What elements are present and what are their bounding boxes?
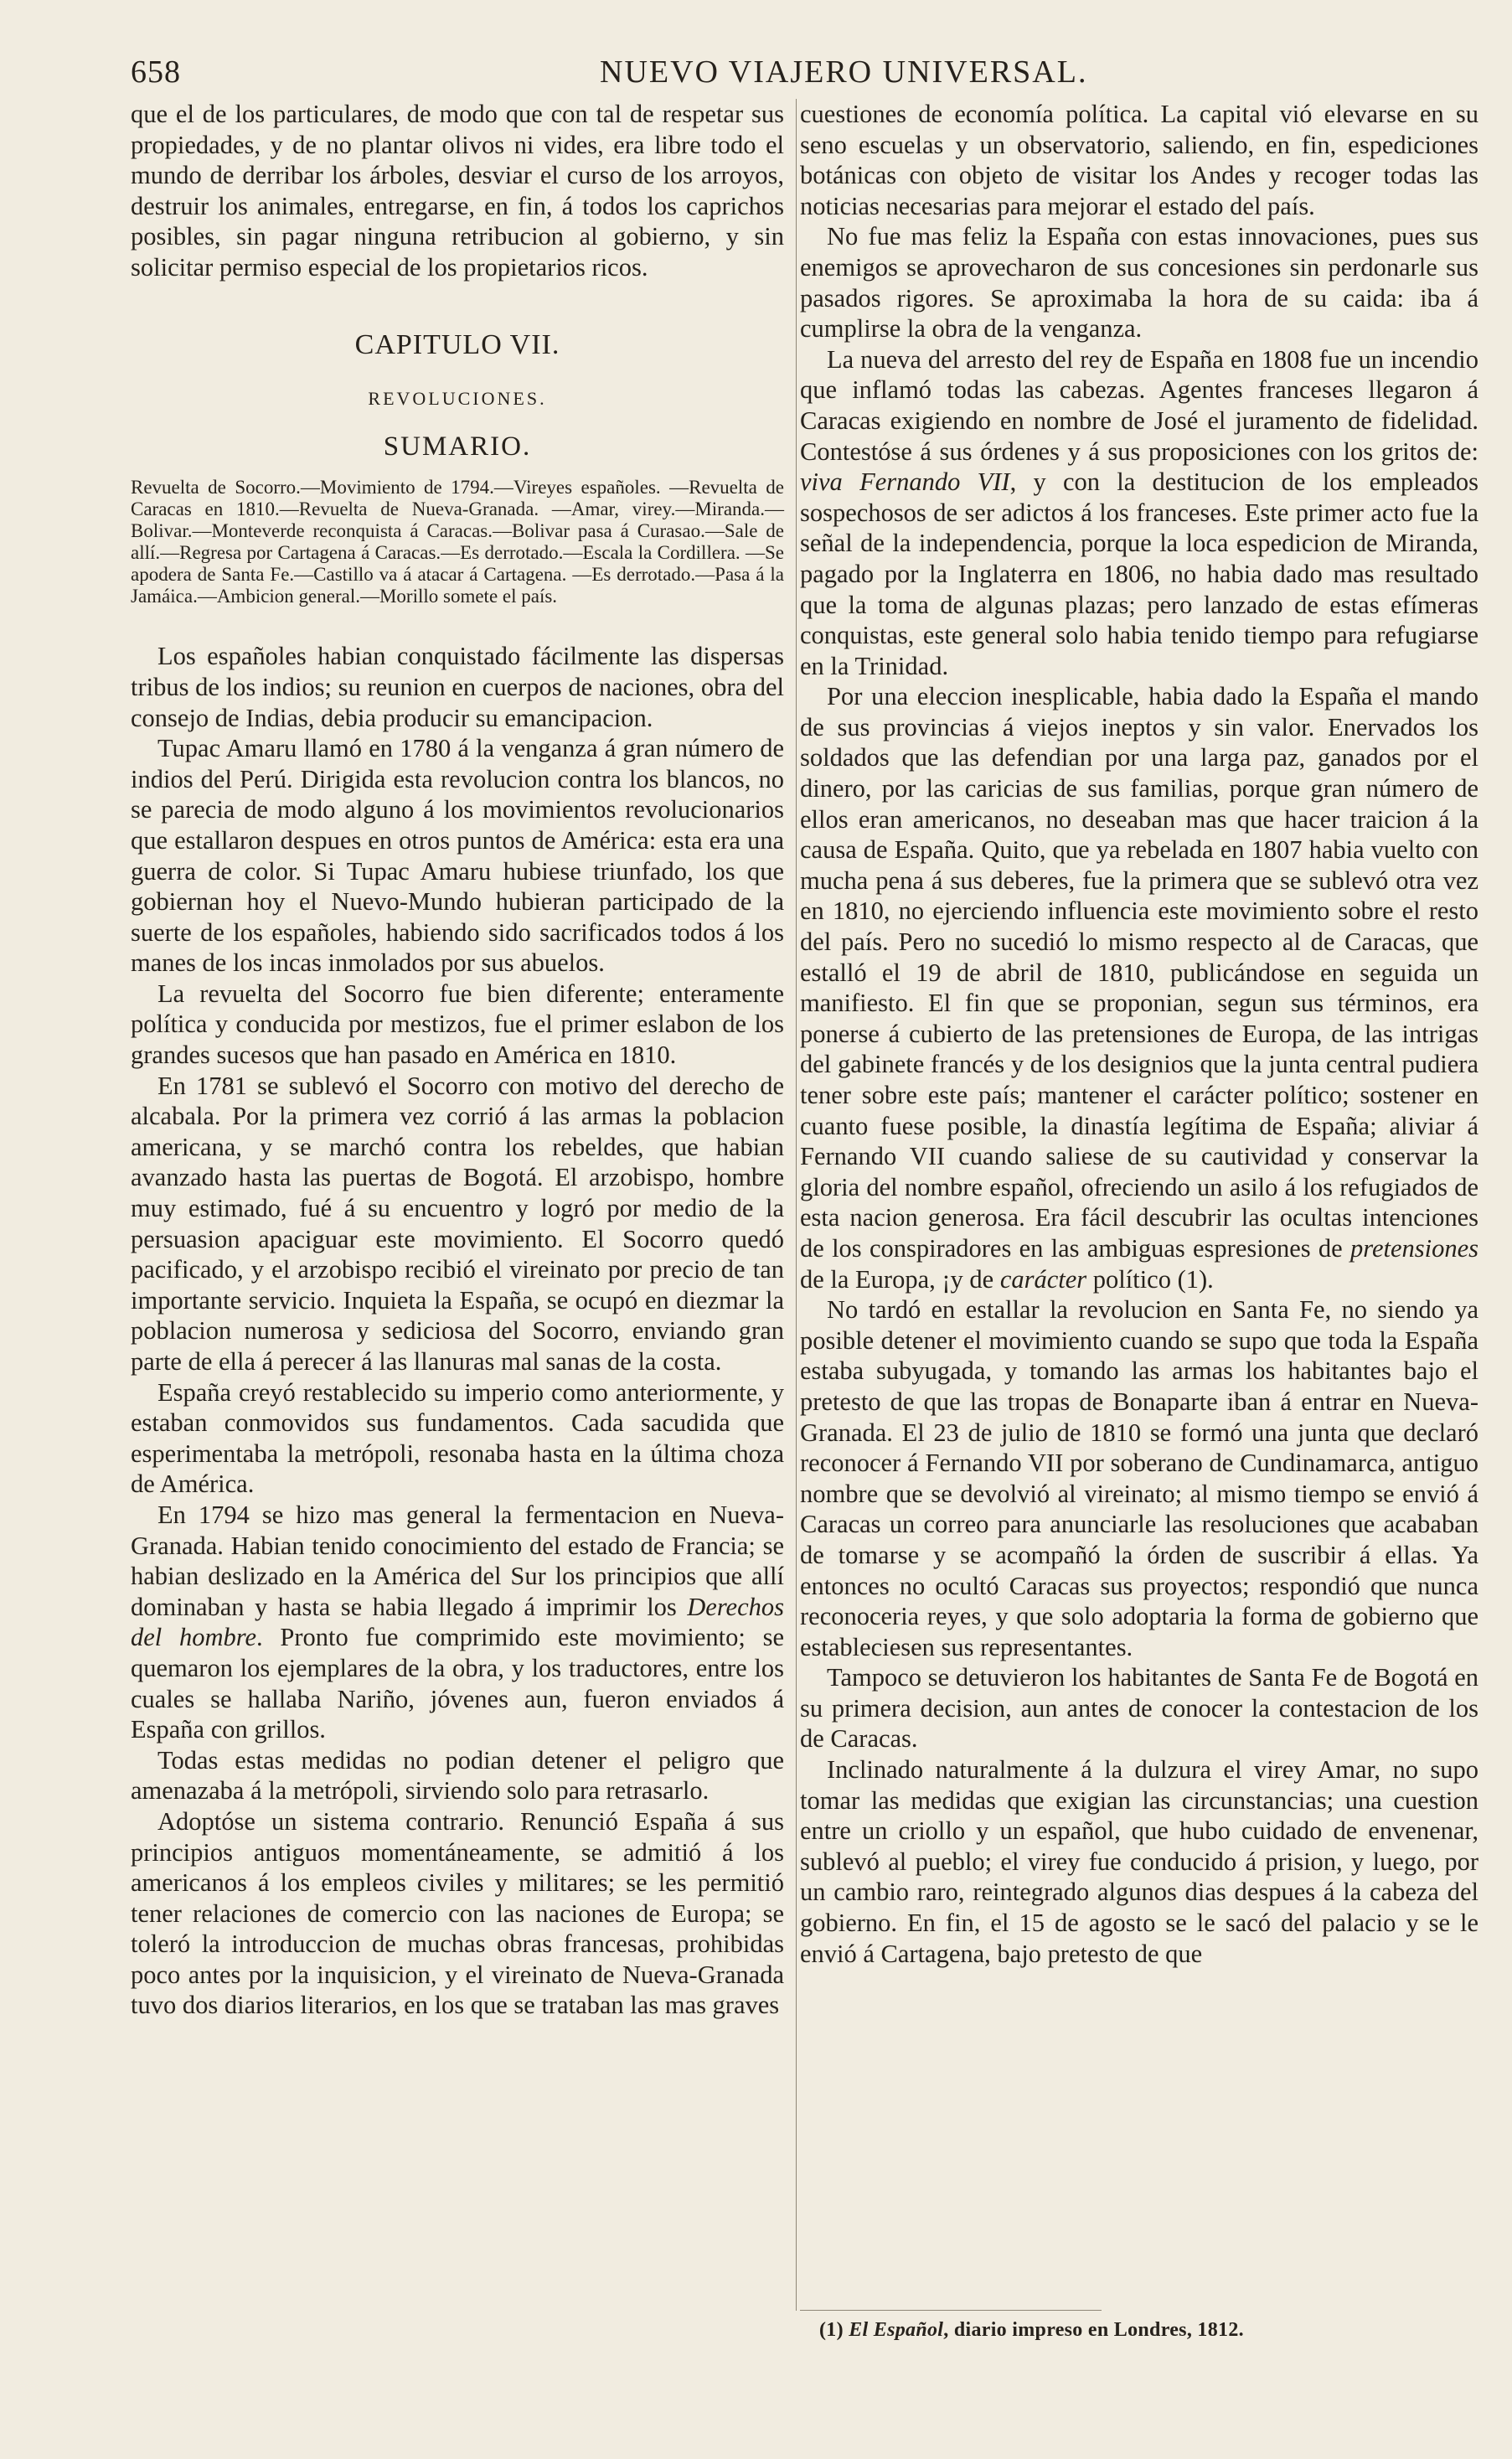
italic-phrase: pretensiones (1349, 1233, 1478, 1263)
text-run: , y con la destitucion de los empleados sospechosos de ser adictos á los franceses. Este primer acto fue la señal de la independencia, porque la loca espedicion de Miranda, pagado por la Inglaterra en 1806, no habia dado mas resultado que la toma de algunas plazas; pero lanzado de estas efímeras conquistas, este general solo habia tenido tiempo para refugiarse en la Trinidad. (800, 468, 1478, 680)
text-run: de la Europa, ¡y de (800, 1264, 1000, 1294)
footnote-marker: (1) (819, 2319, 844, 2341)
paragraph: No fue mas feliz la España con estas innovaciones, pues sus enemigos se aprovecharon de sus concesiones sin perdonarle sus pasados rigores. Se aproximaba la hora de su caida: iba á cumplirse la obra de la venganza. (800, 222, 1478, 344)
paragraph: España creyó restablecido su imperio como anteriormente, y estaban conmovidos sus fundamentos. Cada sacudida que esperimentaba la metrópoli, resonaba hasta en la última choza de América. (131, 1377, 784, 1499)
left-column (131, 99, 784, 2021)
chapter-subtitle: REVOLUCIONES. (368, 388, 547, 410)
paragraph: Tampoco se detuvieron los habitantes de Santa Fe de Bogotá en su primera decision, aun antes de conocer la contestacion de los de Caracas. (800, 1663, 1478, 1754)
paragraph: cuestiones de economía política. La capital vió elevarse en su seno escuelas y un observatorio, saliendo, en fin, espediciones botánicas con objeto de visitar los Andes y recoger todas las noticias necesarias para mejorar el estado del país. (800, 100, 1478, 220)
text-run: . Pronto fue comprimido este movimiento; se quemaron los ejemplares de la obra, y los traductores, entre los cuales se hallaba Nariño, jóvenes aun, fueron enviados á España con grillos. (131, 1623, 784, 1744)
paragraph: No tardó en estallar la revolucion en Santa Fe, no siendo ya posible detener el movimiento cuando se supo que toda la España estaba subyugada, y tomando las armas los habitantes bajo el pretesto de que las tropas de Bonaparte iban á entrar en Nueva-Granada. El 23 de julio de 1810 se formó una junta que declaró reconocer á Fernando VII por soberano de Cundinamarca, antiguo nombre que se devolvió al vireinato; al mismo tiempo se envió á Caracas un correo para anunciarle las resoluciones que acababan de tomarse y se acompañó la órden de suscribir á ellas. Ya entonces no ocultó Caracas sus proyectos; respondió que nunca reconoceria reyes, y que solo adoptaria la forma de gobierno que estableciesen sus representantes. (800, 1295, 1478, 1661)
running-title: NUEVO VIAJERO UNIVERSAL. (600, 54, 1088, 90)
paragraph (131, 1500, 784, 1745)
footnote (819, 2319, 1473, 2342)
paragraph: que el de los particulares, de modo que con tal de respetar sus propiedades, y de no plantar olivos ni vides, era libre todo el mundo de derribar los árboles, desviar el curso de los arroyos, destruir los animales, entregarse, en fin, á todos los caprichos posibles, sin pagar ninguna retribucion al gobierno, y sin solicitar permiso especial de los propietarios ricos. (131, 100, 784, 282)
paragraph: En 1781 se sublevó el Socorro con motivo del derecho de alcabala. Por la primera vez corrió á las armas la poblacion americana, y se marchó contra los rebeldes, que habian avanzado hasta las puertas de Bogotá. El arzobispo, hombre muy estimado, fué á su encuentro y logró por medio de la persuasion apaciguar este movimiento. El Socorro quedó pacificado, y el arzobispo recibió el vireinato por precio de tan importante servicio. Inquieta la España, se ocupó en diezmar la poblacion numerosa y sediciosa del Socorro, enviando gran parte de ella á perecer á las llanuras mal sanas de la costa. (131, 1071, 784, 1376)
paragraph: Tupac Amaru llamó en 1780 á la venganza á gran número de indios del Perú. Dirigida esta revolucion contra los blancos, no se parecia de modo alguno á los movimientos revolucionarios que estallaron despues en otros puntos de América: esta era una guerra de color. Si Tupac Amaru hubiese triunfado, los que gobiernan hoy el Nuevo-Mundo hubieran participado de la suerte de los españoles, habiendo sido sacrificados todos á los manes de los incas inmolados por sus abuelos. (131, 734, 784, 978)
page-number: 658 (131, 54, 181, 90)
text-run: La nueva del arresto del rey de España en 1808 fue un incendio que inflamó todas las cabezas. Agentes franceses llegaron á Caracas exigiendo en nombre de José el juramento de fidelidad. Contestóse á sus órdenes y á sus proposiciones con los gritos de: (800, 344, 1478, 466)
text-run: En 1794 se hizo mas general la fermentacion en Nueva-Granada. Habian tenido conocimiento del estado de Francia; se habian deslizado en la América del Sur los principios que allí dominaban y hasta se habia llegado á imprimir los (131, 1500, 784, 1621)
text-run: Por una eleccion inesplicable, habia dado la España el mando de sus provincias á viejos ineptos y sin valor. Enervados los soldados que las defendian por una larga paz, ganados por el dinero, por las caricias de sus familias, porque gran número de ellos eran americanos, no deseaban mas que hacer traicion á la causa de España. Quito, que ya rebelada en 1807 habia vuelto con mucha pena á sus deberes, fue la primera que se sublevó otra vez en 1810, no ejerciendo influencia este movimiento sobre el resto del país. Pero no sucedió lo mismo respecto al de Caracas, que estalló el 19 de abril de 1810, publicándose en seguida un manifiesto. El fin que se proponian, segun sus términos, era ponerse á cubierto de las pretensiones de Europa, de las intrigas del gabinete francés y de los designios que la junta central pudiera tener sobre este país; mantener el carácter político; sostener en cuanto fuese posible, la dinastía legítima de España; aliviar á Fernando VII cuando saliese de su cautividad y conservar la gloria del nombre español, ofreciendo un asilo á los refugiados de esta nacion generosa. Era fácil descubrir las ocultas intenciones de los conspiradores en las ambiguas espresiones de (800, 682, 1478, 1263)
summary-title: SUMARIO. (383, 431, 532, 462)
paragraph (800, 344, 1478, 682)
paragraph: Todas estas medidas no podian detener el peligro que amenazaba á la metrópoli, sirviendo solo para retrasarlo. (131, 1745, 784, 1806)
italic-phrase: carácter (999, 1264, 1087, 1294)
chapter-title: CAPITULO VII. (354, 328, 560, 360)
italic-phrase: viva Fernando VII (800, 468, 1010, 497)
footnote-rule (800, 2310, 1102, 2311)
paragraph (800, 681, 1478, 1294)
right-column (800, 99, 1478, 1969)
paragraph: Adoptóse un sistema contrario. Renunció España á sus principios antiguos momentáneamente, se admitió á los americanos á los empleos civiles y militares; se les permitió tener relaciones de comercio con las naciones de Europa; se toleró la introduccion de muchas obras francesas, prohibidas poco antes por la inquisicion, y el vireinato de Nueva-Granada tuvo dos diarios literarios, en los que se trataban las mas graves (131, 1806, 784, 2020)
footnote-source: El Español (849, 2319, 944, 2341)
footnote-text: , diario impreso en Londres, 1812. (943, 2319, 1244, 2341)
summary-text: Revuelta de Socorro.—Movimiento de 1794.—Vireyes españoles. —Revuelta de Caracas en 1810.—Revuelta de Nueva-Granada. —Amar, virey.—Miranda.—Bolivar.—Monteverde reconquista á Caracas.—Bolivar pasa á Curasao.—Sale de allí.—Regresa por Cartagena á Caracas.—Es derrotado.—Escala la Cordillera. —Se apodera de Santa Fe.—Castillo va á atacar á Cartagena. —Es derrotado.—Pasa á la Jamáica.—Ambicion general.—Morillo somete el país. (131, 477, 784, 607)
paragraph: La revuelta del Socorro fue bien diferente; enteramente política y conducida por mestizos, fue el primer eslabon de los grandes sucesos que han pasado en América en 1810. (131, 979, 784, 1070)
paragraph: Los españoles habian conquistado fácilmente las dispersas tribus de los indios; su reunion en cuerpos de naciones, obra del consejo de Indias, debia producir su emancipacion. (131, 642, 784, 732)
italic-title: Derechos del hombre (131, 1592, 784, 1652)
column-divider (796, 99, 797, 2311)
paragraph: Inclinado naturalmente á la dulzura el virey Amar, no supo tomar las medidas que exigian las circunstancias; una cuestion entre un criollo y un español, que hubo cuidado de envenenar, sublevó al pueblo; el virey fue conducido á prision, y luego, por un cambio raro, reintegrado algunos dias despues á la cabeza del gobierno. En fin, el 15 de agosto se le sacó del palacio y se le envió á Cartagena, bajo pretesto de que (800, 1755, 1478, 1968)
text-run: político (1). (1086, 1264, 1214, 1294)
page-header (131, 54, 1471, 101)
